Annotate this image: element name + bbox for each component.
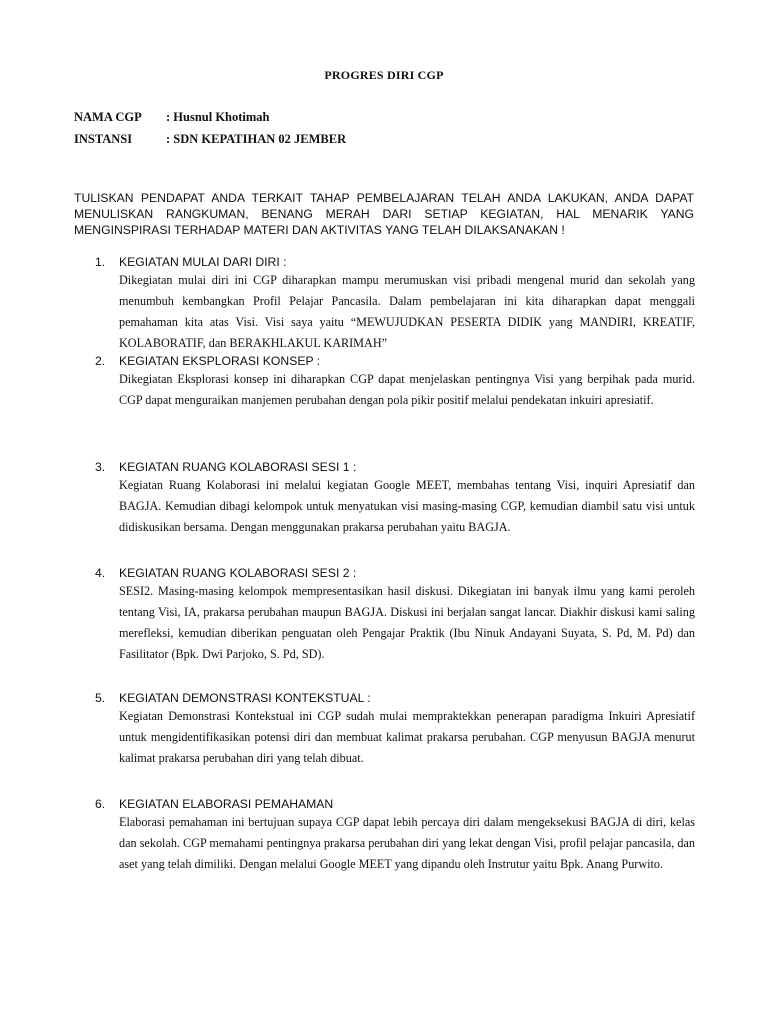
section-number: 4.: [95, 566, 106, 580]
section-body: Dikegiatan mulai diri ini CGP diharapkan mampu merumuskan visi pribadi mengenal murid dan sekolah yang menumbuh kembangkan Profil Pelajar Pancasila. Dalam pembelajaran ini kita diharapkan dapat menggali pemahaman kita atas Visi. Visi saya yaitu “MEWUJUDKAN PESERTA DIDIK yang MANDIRI, KREATIF, KOLABORATIF, dan BERAKHLAKUL KARIMAH”: [119, 273, 695, 350]
institution-label: INSTANSI: [74, 132, 133, 146]
institution-row: [74, 132, 346, 147]
section-body: Kegiatan Ruang Kolaborasi ini melalui kegiatan Google MEET, membahas tentang Visi, inquiri Apresiatif dan BAGJA. Kemudian dibagi kelompok untuk menyatukan visi masing-masing CGP, kemudian diambil satu visi untuk didiskusikan bersama. Dengan menggunakan prakarsa perubahan yaitu BAGJA.: [119, 478, 695, 534]
section-number: 2.: [95, 354, 106, 368]
section-eksplorasi-konsep: [95, 353, 695, 411]
section-elaborasi-pemahaman: [95, 796, 695, 875]
section-heading: KEGIATAN EKSPLORASI KONSEP :: [119, 354, 321, 368]
section-ruang-kolaborasi-1: [95, 459, 695, 538]
instruction-paragraph: TULISKAN PENDAPAT ANDA TERKAIT TAHAP PEMBELAJARAN TELAH ANDA LAKUKAN, ANDA DAPAT MENULISKAN RANGKUMAN, BENANG MERAH DARI SETIAP KEGIATAN, HAL MENARIK YANG MENGINSPIRASI TERHADAP MATERI DAN AKTIVITAS YANG TELAH DILAKSANAKAN !: [74, 191, 694, 237]
section-heading: KEGIATAN RUANG KOLABORASI SESI 1 :: [119, 460, 357, 474]
page-title: PROGRES DIRI CGP: [324, 68, 444, 82]
name-row: [74, 110, 270, 125]
section-number: 5.: [95, 691, 106, 705]
name-label: NAMA CGP: [74, 110, 142, 124]
section-body: Kegiatan Demonstrasi Kontekstual ini CGP sudah mulai mempraktekkan penerapan paradigma Inkuiri Apresiatif untuk mengidentifikasikan potensi diri dan membuat kalimat prakarsa perubahan. CGP menyusun BAGJA menurut kalimat prakarsa perubahan diri yang telah dibuat.: [119, 709, 695, 765]
section-heading: KEGIATAN RUANG KOLABORASI SESI 2 :: [119, 566, 357, 580]
section-heading: KEGIATAN MULAI DARI DIRI :: [119, 255, 287, 269]
section-ruang-kolaborasi-2: [95, 565, 695, 665]
section-demonstrasi-kontekstual: [95, 690, 695, 769]
name-value: : Husnul Khotimah: [166, 110, 270, 124]
section-heading: KEGIATAN DEMONSTRASI KONTEKSTUAL :: [119, 691, 371, 705]
section-number: 3.: [95, 460, 106, 474]
section-body: SESI2. Masing-masing kelompok mempresentasikan hasil diskusi. Dikegiatan ini banyak ilmu yang kami peroleh tentang Visi, IA, prakarsa perubahan maupun BAGJA. Diskusi ini berjalan sangat lancar. Diakhir diskusi kami saling merefleksi, kemudian diberikan penguatan oleh Pengajar Praktik (Ibu Ninuk Andayani Suyata, S. Pd, M. Pd) dan Fasilitator (Bpk. Dwi Parjoko, S. Pd, SD).: [119, 584, 695, 661]
section-body: Dikegiatan Eksplorasi konsep ini diharapkan CGP dapat menjelaskan pentingnya Visi yang berpihak pada murid. CGP dapat menguraikan manjemen perubahan dengan pola pikir positif melalui pendekatan inkuiri apresiatif.: [119, 372, 695, 407]
section-body: Elaborasi pemahaman ini bertujuan supaya CGP dapat lebih percaya diri dalam mengeksekusi BAGJA di diri, kelas dan sekolah. CGP memahami pentingnya prakarsa perubahan diri yang lekat dengan Visi, profil pelajar pancasila, dan aset yang telah dimiliki. Dengan melalui Google MEET yang dipandu oleh Instrutur yaitu Bpk. Anang Purwito.: [119, 815, 695, 871]
section-number: 6.: [95, 797, 106, 811]
section-mulai-dari-diri: [95, 254, 695, 354]
institution-value: : SDN KEPATIHAN 02 JEMBER: [166, 132, 347, 146]
section-number: 1.: [95, 255, 106, 269]
section-heading: KEGIATAN ELABORASI PEMAHAMAN: [119, 797, 334, 811]
